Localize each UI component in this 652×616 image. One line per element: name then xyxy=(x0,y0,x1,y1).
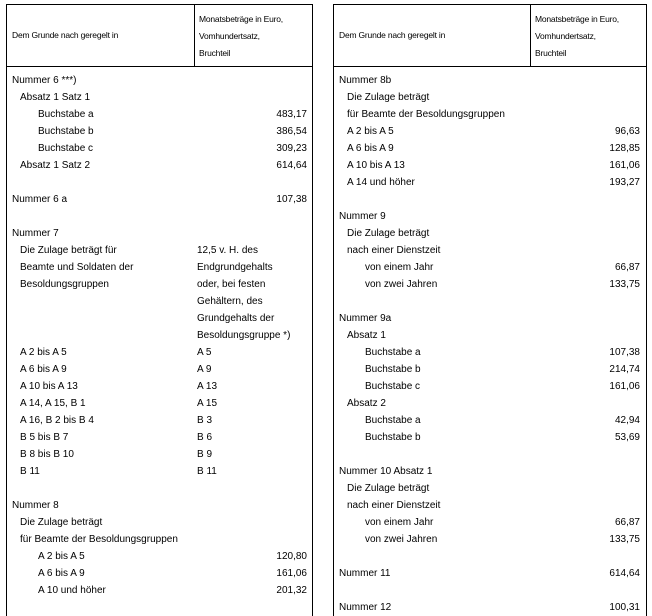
table-row xyxy=(7,327,312,344)
table-row xyxy=(7,174,312,191)
row-label: Buchstabe a xyxy=(365,415,421,426)
table-row xyxy=(7,463,312,480)
row-rate-text: B 3 xyxy=(197,415,213,426)
row-rate-text: A 15 xyxy=(197,398,218,409)
row-value: 133,75 xyxy=(609,534,640,545)
row-label: Nummer 8 xyxy=(12,500,59,511)
row-label: Absatz 1 Satz 1 xyxy=(20,92,91,103)
row-label: Buchstabe b xyxy=(365,364,421,375)
row-label: B 8 bis B 10 xyxy=(20,449,74,460)
table-row xyxy=(334,259,646,276)
row-value: 128,85 xyxy=(609,143,640,154)
table-header xyxy=(334,5,646,67)
table-row xyxy=(334,344,646,361)
table-row xyxy=(334,480,646,497)
row-label: Nummer 12 xyxy=(339,602,392,613)
row-rate-text: Besoldungsgruppe *) xyxy=(197,330,291,341)
row-label: A 6 bis A 9 xyxy=(38,568,85,579)
table-row xyxy=(7,242,312,259)
row-value: 107,38 xyxy=(276,194,307,205)
row-label: von zwei Jahren xyxy=(365,534,438,545)
row-value: 107,38 xyxy=(609,347,640,358)
row-label: für Beamte der Besoldungsgruppen xyxy=(20,534,178,545)
row-label: Buchstabe c xyxy=(365,381,421,392)
table-row xyxy=(7,497,312,514)
row-label: A 10 bis A 13 xyxy=(20,381,78,392)
table-row xyxy=(7,395,312,412)
row-label: von einem Jahr xyxy=(365,517,434,528)
table-row xyxy=(7,123,312,140)
row-label: Absatz 1 Satz 2 xyxy=(20,160,91,171)
row-label: Buchstabe c xyxy=(38,143,94,154)
row-value: 133,75 xyxy=(609,279,640,290)
row-label: Nummer 6 a xyxy=(12,194,68,205)
row-label: A 10 bis A 13 xyxy=(347,160,405,171)
row-label: A 2 bis A 5 xyxy=(38,551,85,562)
row-label: A 6 bis A 9 xyxy=(20,364,67,375)
row-value: 386,54 xyxy=(276,126,307,137)
row-label: B 5 bis B 7 xyxy=(20,432,69,443)
row-label: Die Zulage beträgt xyxy=(347,483,430,494)
table-row xyxy=(7,429,312,446)
table-row xyxy=(334,531,646,548)
table-row xyxy=(334,463,646,480)
row-value: 120,80 xyxy=(276,551,307,562)
table-row xyxy=(334,157,646,174)
row-value: 42,94 xyxy=(614,415,640,426)
table-row xyxy=(334,208,646,225)
row-label: Buchstabe b xyxy=(38,126,94,137)
table-row xyxy=(334,140,646,157)
row-value: 214,74 xyxy=(609,364,640,375)
row-label: von zwei Jahren xyxy=(365,279,438,290)
row-rate-text: Grundgehalts der xyxy=(197,313,275,324)
row-rate-text: B 6 xyxy=(197,432,213,443)
table-row xyxy=(7,293,312,310)
row-value: 100,31 xyxy=(609,602,640,613)
row-value: 53,69 xyxy=(614,432,640,443)
left-allowance-table xyxy=(6,4,313,616)
row-label: A 2 bis A 5 xyxy=(347,126,394,137)
table-row xyxy=(7,480,312,497)
table-row xyxy=(7,140,312,157)
row-label: A 14 und höher xyxy=(347,177,415,188)
header-basis-label: Dem Grunde nach geregelt in xyxy=(339,30,446,40)
table-row xyxy=(334,446,646,463)
table-row xyxy=(334,582,646,599)
table-row xyxy=(7,259,312,276)
row-label: Die Zulage beträgt für xyxy=(20,245,117,256)
table-row xyxy=(334,72,646,89)
table-row xyxy=(7,412,312,429)
row-label: Die Zulage beträgt xyxy=(347,228,430,239)
row-label: Absatz 1 xyxy=(347,330,386,341)
row-label: Nummer 10 Absatz 1 xyxy=(339,466,433,477)
row-rate-text: B 9 xyxy=(197,449,213,460)
row-label: Nummer 9a xyxy=(339,313,392,324)
table-row xyxy=(7,565,312,582)
table-row xyxy=(334,242,646,259)
header-column-divider xyxy=(194,5,195,66)
row-value: 614,64 xyxy=(276,160,307,171)
table-row xyxy=(334,310,646,327)
row-label: A 16, B 2 bis B 4 xyxy=(20,415,94,426)
table-row xyxy=(7,225,312,242)
row-rate-text: oder, bei festen xyxy=(197,279,266,290)
row-value: 161,06 xyxy=(609,381,640,392)
table-row xyxy=(7,361,312,378)
row-label: nach einer Dienstzeit xyxy=(347,500,441,511)
table-row xyxy=(7,89,312,106)
table-row xyxy=(334,327,646,344)
row-rate-text: B 11 xyxy=(197,466,217,477)
table-row xyxy=(334,429,646,446)
table-row xyxy=(7,344,312,361)
row-label: Nummer 11 xyxy=(339,568,391,579)
table-row xyxy=(334,89,646,106)
row-label: von einem Jahr xyxy=(365,262,434,273)
row-rate-text: Endgrundgehalts xyxy=(197,262,273,273)
row-label: Buchstabe a xyxy=(365,347,421,358)
right-allowance-table xyxy=(333,4,647,616)
table-row xyxy=(7,106,312,123)
header-column-divider xyxy=(530,5,531,66)
row-value: 614,64 xyxy=(609,568,640,579)
table-row xyxy=(334,514,646,531)
row-rate-text: A 13 xyxy=(197,381,218,392)
row-label: A 14, A 15, B 1 xyxy=(20,398,86,409)
table-row xyxy=(7,208,312,225)
row-label: Nummer 9 xyxy=(339,211,386,222)
row-label: Nummer 6 ***) xyxy=(12,75,77,86)
table-row xyxy=(7,310,312,327)
table-row xyxy=(334,497,646,514)
table-row xyxy=(7,157,312,174)
table-row xyxy=(334,395,646,412)
row-value: 161,06 xyxy=(609,160,640,171)
row-value: 201,32 xyxy=(276,585,307,596)
table-row xyxy=(7,72,312,89)
row-value: 309,23 xyxy=(276,143,307,154)
row-rate-text: A 5 xyxy=(197,347,212,358)
table-row xyxy=(334,225,646,242)
row-label: A 2 bis A 5 xyxy=(20,347,67,358)
row-value: 193,27 xyxy=(609,177,640,188)
table-row xyxy=(7,514,312,531)
table-row xyxy=(334,565,646,582)
table-row xyxy=(7,548,312,565)
row-rate-text: Gehältern, des xyxy=(197,296,263,307)
row-rate-text: 12,5 v. H. des xyxy=(197,245,258,256)
row-label: Buchstabe a xyxy=(38,109,94,120)
table-header xyxy=(7,5,312,67)
table-row xyxy=(7,276,312,293)
row-label: Besoldungsgruppen xyxy=(20,279,109,290)
table-row xyxy=(7,446,312,463)
row-label: Die Zulage beträgt xyxy=(20,517,103,528)
row-label: B 11 xyxy=(20,466,40,477)
table-row xyxy=(334,378,646,395)
row-value: 483,17 xyxy=(276,109,307,120)
table-row xyxy=(334,106,646,123)
table-row xyxy=(334,293,646,310)
table-row xyxy=(334,123,646,140)
table-row xyxy=(334,276,646,293)
table-row xyxy=(7,531,312,548)
row-value: 96,63 xyxy=(614,126,640,137)
row-label: A 10 und höher xyxy=(38,585,106,596)
header-amount-label: Monatsbeträge in Euro, Vomhundertsatz, Bruchteil xyxy=(535,14,619,58)
row-value: 66,87 xyxy=(614,262,640,273)
row-label: für Beamte der Besoldungsgruppen xyxy=(347,109,505,120)
row-label: Nummer 7 xyxy=(12,228,59,239)
table-row xyxy=(7,582,312,599)
row-label: Absatz 2 xyxy=(347,398,386,409)
table-row xyxy=(334,174,646,191)
header-amount-label: Monatsbeträge in Euro, Vomhundertsatz, Bruchteil xyxy=(199,14,283,58)
row-rate-text: A 9 xyxy=(197,364,212,375)
header-basis-label: Dem Grunde nach geregelt in xyxy=(12,30,119,40)
table-row xyxy=(334,599,646,616)
row-label: Die Zulage beträgt xyxy=(347,92,430,103)
table-row xyxy=(334,191,646,208)
row-value: 66,87 xyxy=(614,517,640,528)
row-label: nach einer Dienstzeit xyxy=(347,245,441,256)
table-row xyxy=(334,361,646,378)
row-label: A 6 bis A 9 xyxy=(347,143,394,154)
row-label: Nummer 8b xyxy=(339,75,392,86)
row-value: 161,06 xyxy=(276,568,307,579)
table-row xyxy=(334,548,646,565)
table-row xyxy=(334,412,646,429)
table-row xyxy=(7,378,312,395)
table-row xyxy=(7,191,312,208)
row-label: Beamte und Soldaten der xyxy=(20,262,134,273)
row-label: Buchstabe b xyxy=(365,432,421,443)
